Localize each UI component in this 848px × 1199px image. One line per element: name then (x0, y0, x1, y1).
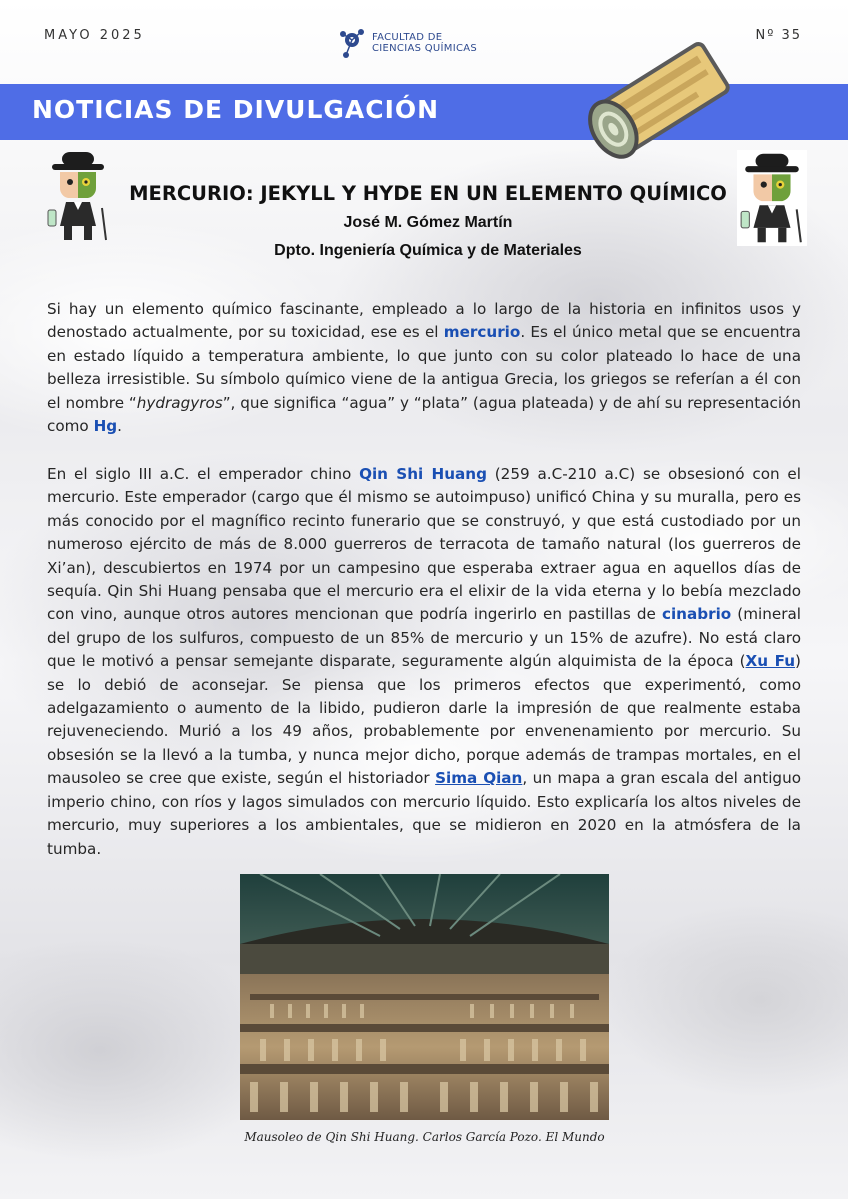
hydragyros-term: hydragyros (136, 393, 223, 412)
p2-text-a: En el siglo III a.C. el emperador chino (47, 465, 360, 483)
banner-title: NOTICIAS DE DIVULGACIÓN (32, 95, 440, 124)
issue-number: Nº 35 (755, 28, 802, 43)
molecule-icon (338, 26, 366, 60)
qin-shi-huang-term: Qin Shi Huang (359, 465, 487, 483)
p1-text-b: . Es el único metal que se encuentra en estado líquido a temperatura ambiente, lo que junto con su color plateado lo hace de una belleza irresistible. Su símbolo químico viene de la antigua Grecia, los griegos se referían a él con el nombre “ (47, 323, 801, 412)
rolled-newspaper-icon (575, 20, 745, 180)
xu-fu-link[interactable]: Xu Fu (745, 652, 796, 671)
article-paragraph-1 (47, 298, 801, 438)
article-author: José M. Gómez Martín (343, 214, 513, 231)
issue-date: MAYO 2025 (44, 28, 145, 43)
mercurio-term: mercurio (443, 323, 521, 342)
article-paragraph-2 (47, 463, 801, 861)
logo-line-1: FACULTAD DE (372, 32, 443, 43)
hg-symbol: Hg (93, 417, 118, 436)
photo-caption: Mausoleo de Qin Shi Huang. Carlos García Pozo. El Mundo (244, 1130, 605, 1144)
p2-text-c: (mineral del grupo de los sulfuros, compuesto de un 85% de mercurio y un 15% de azufre). No está claro que le motivó a pensar semejante disparate, seguramente algún alquimista de la época ( (47, 605, 801, 671)
character-frame-right (737, 150, 807, 246)
article-department: Dpto. Ingeniería Química y de Materiales (274, 242, 582, 259)
p1-text-d: . (117, 417, 122, 436)
mausoleum-photo (240, 874, 609, 1120)
faculty-name (372, 32, 477, 54)
p1-text-c: ”, que significa “agua” y “plata” (agua plateada) y de ahí su representación como (47, 393, 801, 436)
jekyll-hyde-character-left (44, 152, 112, 242)
p2-text-b: (259 a.C-210 a.C) se obsesionó con el mercurio. Este emperador (cargo que él mismo se autoimpuso) unificó China y su muralla, pero es más conocido por el magnífico recinto funerario que se construyó, y que está custodiado por un numeroso ejército de más de 8.000 guerreros de terracota de tamaño natural (los guerreros de Xi’an), descubiertos en 1974 por un campesino que esperaba extraer agua en aquellos días de sequía. Qin Shi Huang pensaba que el mercurio era el elixir de la vida eterna y lo bebía mezclado con vino, aunque otros autores mencionan que podría ingerirlo en pastillas de (47, 465, 801, 624)
logo-line-2: CIENCIAS QUÍMICAS (372, 43, 478, 54)
p2-text-d: ) se lo debió de aconsejar. Se piensa que los primeros efectos que experimentó, como adelgazamiento o aumento de la libido, pudieron darle la impresión de que realmente estaba rejuveneciendo. Murió a los 49 años, probablemente por envenenamiento por mercurio. Su obsesión se la llevó a la tumba, y nunca mejor dicho, porque además de trampas mortales, en el mausoleo se cree que existe, según el historiador (47, 652, 801, 788)
cinabrio-term: cinabrio (661, 605, 732, 624)
sima-qian-link[interactable]: Sima Qian (435, 769, 523, 788)
jekyll-hyde-character-right (737, 150, 807, 246)
p2-text-e: , un mapa a gran escala del antiguo imperio chino, con ríos y lagos simulados con mercurio líquido. Esto explicaría los altos niveles de mercurio, muy superiores a los ambientales, que se midieron en 2020 en la atmósfera de la tumba. (47, 769, 801, 858)
article-title: MERCURIO: JEKYLL Y HYDE EN UN ELEMENTO QUÍMICO (129, 182, 727, 205)
p1-text-a: Si hay un elemento químico fascinante, empleado a lo largo de la historia en infinitos usos y denostado actualmente, por su toxicidad, ese es el (47, 300, 801, 342)
faculty-logo[interactable] (338, 26, 477, 60)
